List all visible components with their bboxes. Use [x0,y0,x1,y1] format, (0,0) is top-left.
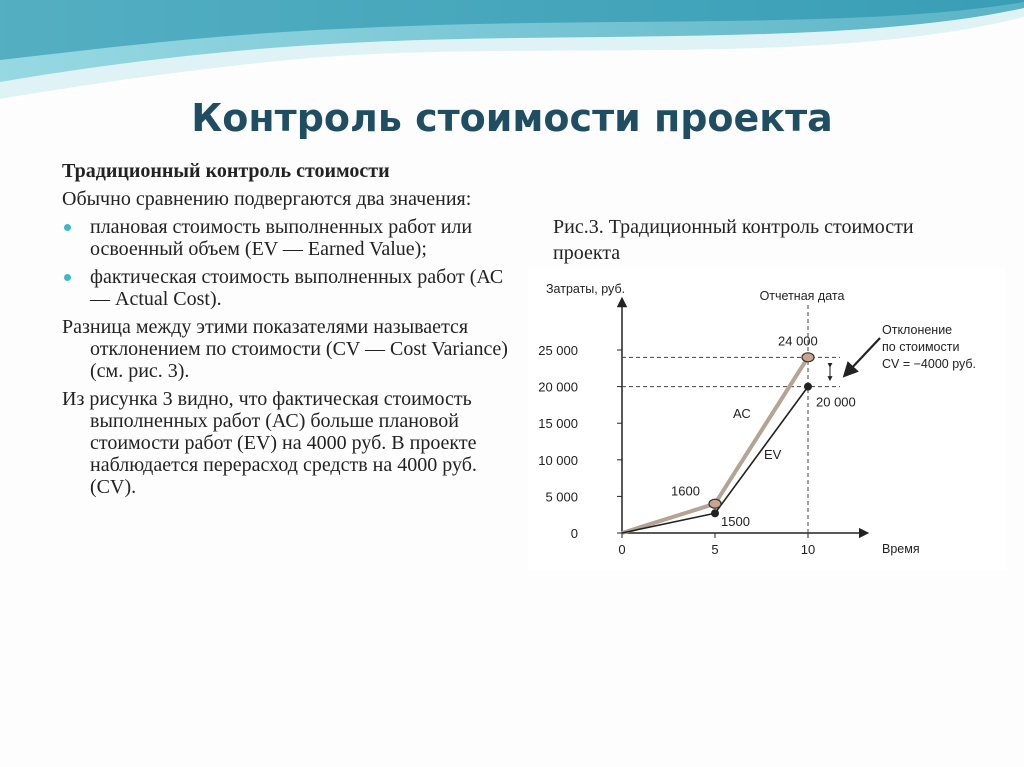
chart-container [528,268,1006,570]
point-label: 24 000 [778,333,818,349]
report-date-label: Отчетная дата [759,289,845,303]
y-axis-label: Затраты, руб. [546,282,626,296]
point-label: 20 000 [816,394,856,410]
bullet-icon [64,274,71,281]
x-tick-label: 5 [711,542,719,557]
section-heading: Традиционный контроль стоимости [62,160,390,182]
list-item [90,266,524,310]
y-tick-label: 10 000 [538,452,578,468]
cost-chart [528,268,1006,570]
bullet-icon [64,224,71,231]
x-tick-label: 10 [800,542,816,557]
paragraph-conclusion: Из рисунка 3 видно, что фактическая стоимость выполненных работ (АС) больше плановой стоимости работ (EV) на 4000 руб. В проекте наблюдается перерасход средств на 4000 руб. (CV). [62,388,477,498]
bullet-text: плановая стоимость выполненных работ или освоенный объем (EV — Earned Value); [90,216,473,260]
paragraph-cv: Разница между этими показателями называется отклонением по стоимости (CV — Cost Variance) (см. рис. 3). [62,316,508,382]
series-label-ac: АС [733,406,751,421]
data-point-ac [802,353,814,362]
data-point-ev [711,509,719,517]
intro-text: Обычно сравнению подвергаются два значения: [62,188,472,210]
y-tick-label: 15 000 [538,416,578,432]
y-tick-label: 20 000 [538,379,578,395]
data-point-ev [804,383,812,391]
bullet-text: фактическая стоимость выполненных работ (АС — Actual Cost). [90,266,504,310]
deviation-label: CV = −4000 руб. [882,357,977,371]
y-tick-label: 5 000 [545,489,578,505]
x-axis-label: Время [882,542,920,556]
text-body [62,160,524,504]
point-label: 1600 [671,483,700,499]
data-point-ac [709,499,721,508]
callout-arrow [848,338,880,372]
deviation-label: Отклонение [882,323,953,337]
y-tick-label: 0 [570,526,578,541]
x-tick-label: 0 [618,542,626,557]
page-title: Контроль стоимости проекта [191,96,833,140]
bullet-list [62,216,524,310]
deviation-label: по стоимости [882,340,960,354]
list-item [90,216,524,260]
series-label-ev: EV [764,447,782,462]
y-tick-label: 25 000 [538,343,578,358]
figure-caption: Рис.3. Традиционный контроль стоимости проекта [553,216,914,264]
point-label: 1500 [721,514,750,530]
